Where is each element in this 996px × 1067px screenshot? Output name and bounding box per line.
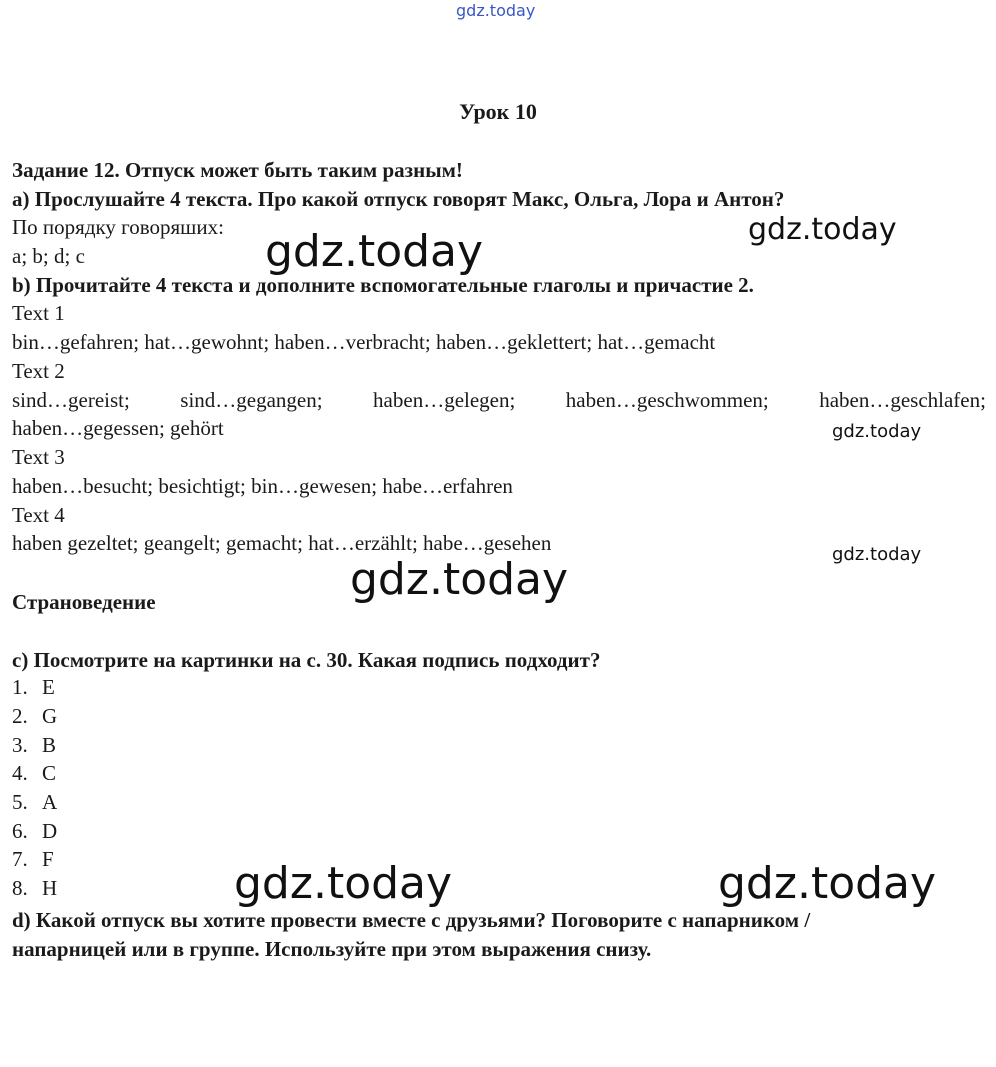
list-item-letter: B [42,733,57,757]
list-item [12,731,56,759]
list-item [12,817,57,845]
subtask-b-heading: b) Прочитайте 4 текста и дополните вспомогательные глаголы и причастие 2. [12,273,754,297]
list-item-letter: C [42,761,57,785]
subtask-d-heading-line2: напарницей или в группе. Используйте при этом выражения снизу. [12,937,652,961]
watermark: gdz.today [350,554,569,605]
list-item [12,702,57,730]
list-item-number: 5. [12,790,28,814]
text2-word: haben…geschlafen; [819,388,986,412]
subtask-a-answer: a; b; d; c [12,244,85,268]
watermark: gdz.today [748,212,897,247]
list-item-number: 3. [12,733,28,757]
text2-answer-line1 [12,386,986,414]
list-item-number: 8. [12,876,28,900]
text1-label: Text 1 [12,301,65,325]
list-item [12,759,56,787]
list-item-number: 7. [12,847,28,871]
watermark: gdz.today [234,858,453,909]
list-item-letter: E [42,675,55,699]
list-item-number: 2. [12,704,28,728]
subtask-a-intro: По порядку говоряших: [12,215,224,239]
text3-label: Text 3 [12,445,65,469]
text2-word: haben…gelegen; [373,388,516,412]
list-item-letter: A [42,790,58,814]
watermark: gdz.today [718,858,937,909]
list-item-number: 1. [12,675,28,699]
list-item-number: 4. [12,761,28,785]
list-item-number: 6. [12,819,28,843]
task-heading: Задание 12. Отпуск может быть таким разным! [12,158,463,182]
section-title: Страноведение [12,590,156,614]
text3-answer: haben…besucht; besichtigt; bin…gewesen; habe…erfahren [12,474,513,498]
list-item-letter: D [42,819,58,843]
text4-label: Text 4 [12,503,65,527]
text2-label: Text 2 [12,359,65,383]
text1-answer: bin…gefahren; hat…gewohnt; haben…verbracht; haben…geklettert; hat…gemacht [12,330,716,354]
watermark: gdz.today [832,544,922,565]
subtask-d-heading-line1: d) Какой отпуск вы хотите провести вместе с друзьями? Поговорите с напарником / [12,908,811,932]
watermark-top: gdz.today [456,1,536,20]
list-item [12,845,54,873]
text4-answer: haben gezeltet; geangelt; gemacht; hat…erzählt; habe…gesehen [12,531,552,555]
watermark: gdz.today [265,226,484,277]
page-title: Урок 10 [459,99,537,124]
text2-word: haben…geschwommen; [565,388,769,412]
list-item-letter: H [42,876,58,900]
text2-word: sind…gereist; [12,388,130,412]
subtask-c-heading: c) Посмотрите на картинки на с. 30. Какая подпись подходит? [12,648,601,672]
subtask-a-heading: a) Прослушайте 4 текста. Про какой отпуск говорят Макс, Ольга, Лора и Антон? [12,187,785,211]
text2-word: sind…gegangen; [180,388,323,412]
list-item [12,874,57,902]
watermark: gdz.today [832,421,922,442]
list-item-letter: G [42,704,58,728]
list-item-letter: F [42,847,54,871]
list-item [12,788,57,816]
text2-answer-line2: haben…gegessen; gehört [12,416,224,440]
list-item [12,673,55,701]
